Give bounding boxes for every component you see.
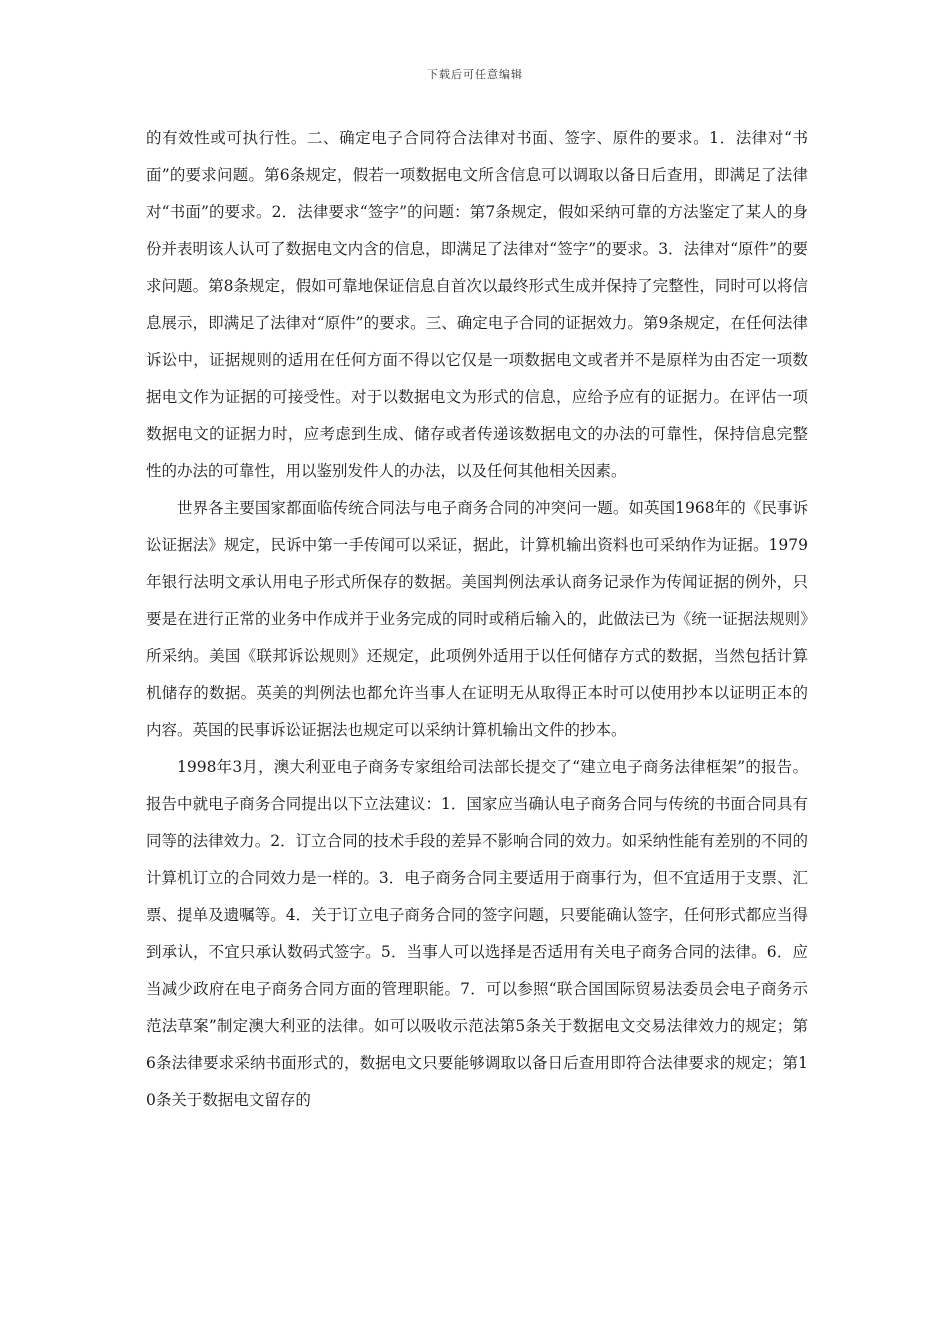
paragraph-3: 1998年3月，澳大利亚电子商务专家组给司法部长提交了“建立电子商务法律框架”的报告。报告中就电子商务合同提出以下立法建议：1．国家应当确认电子商务合同与传统的书面合同具有同等的法律效力。2．订立合同的技术手段的差异不影响合同的效力。如采纳性能有差别的不同的计算机订立的合同效力是一样的。3．电子商务合同主要适用于商事行为，但不宜适用于支票、汇票、提单及遗嘱等。4．关于订立电子商务合同的签字问题，只要能确认签字，任何形式都应当得到承认，不宜只承认数码式签字。5．当事人可以选择是否适用有关电子商务合同的法律。6．应当减少政府在电子商务合同方面的管理职能。7．可以参照“联合国国际贸易法委员会电子商务示范法草案”制定澳大利亚的法律。如可以吸收示范法第5条关于数据电文交易法律效力的规定；第6条法律要求采纳书面形式的，数据电文只要能够调取以备日后查用即符合法律要求的规定；第10条关于数据电文留存的 bbox=[146, 758, 808, 1109]
document-body bbox=[146, 120, 808, 1119]
page-header: 下载后可任意编辑 bbox=[427, 68, 523, 81]
paragraph-1: 的有效性或可执行性。二、确定电子合同符合法律对书面、签字、原件的要求。1．法律对“书面”的要求问题。第6条规定，假若一项数据电文所含信息可以调取以备日后查用，即满足了法律对“书面”的要求。2．法律要求“签字”的问题：第7条规定，假如采纳可靠的方法鉴定了某人的身份并表明该人认可了数据电文内含的信息，即满足了法律对“签字”的要求。3．法律对“原件”的要求问题。第8条规定，假如可靠地保证信息自首次以最终形式生成并保持了完整性，同时可以将信息展示，即满足了法律对“原件”的要求。三、确定电子合同的证据效力。第9条规定，在任何法律诉讼中，证据规则的适用在任何方面不得以它仅是一项数据电文或者并不是原样为由否定一项数据电文作为证据的可接受性。对于以数据电文为形式的信息，应给予应有的证据力。在评估一项数据电文的证据力时，应考虑到生成、储存或者传递该数据电文的办法的可靠性，保持信息完整性的办法的可靠性，用以鉴别发件人的办法，以及任何其他相关因素。 bbox=[146, 129, 808, 480]
paragraph-2: 世界各主要国家都面临传统合同法与电子商务合同的冲突问一题。如英国1968年的《民事诉讼证据法》规定，民诉中第一手传闻可以采证，据此，计算机输出资料也可采纳作为证据。1979年银行法明文承认用电子形式所保存的数据。美国判例法承认商务记录作为传闻证据的例外，只要是在进行正常的业务中作成并于业务完成的同时或稍后输入的，此做法已为《统一证据法规则》所采纳。美国《联邦诉讼规则》还规定，此项例外适用于以任何储存方式的数据，当然包括计算机储存的数据。英美的判例法也都允许当事人在证明无从取得正本时可以使用抄本以证明正本的内容。英国的民事诉讼证据法也规定可以采纳计算机输出文件的抄本。 bbox=[146, 499, 808, 739]
